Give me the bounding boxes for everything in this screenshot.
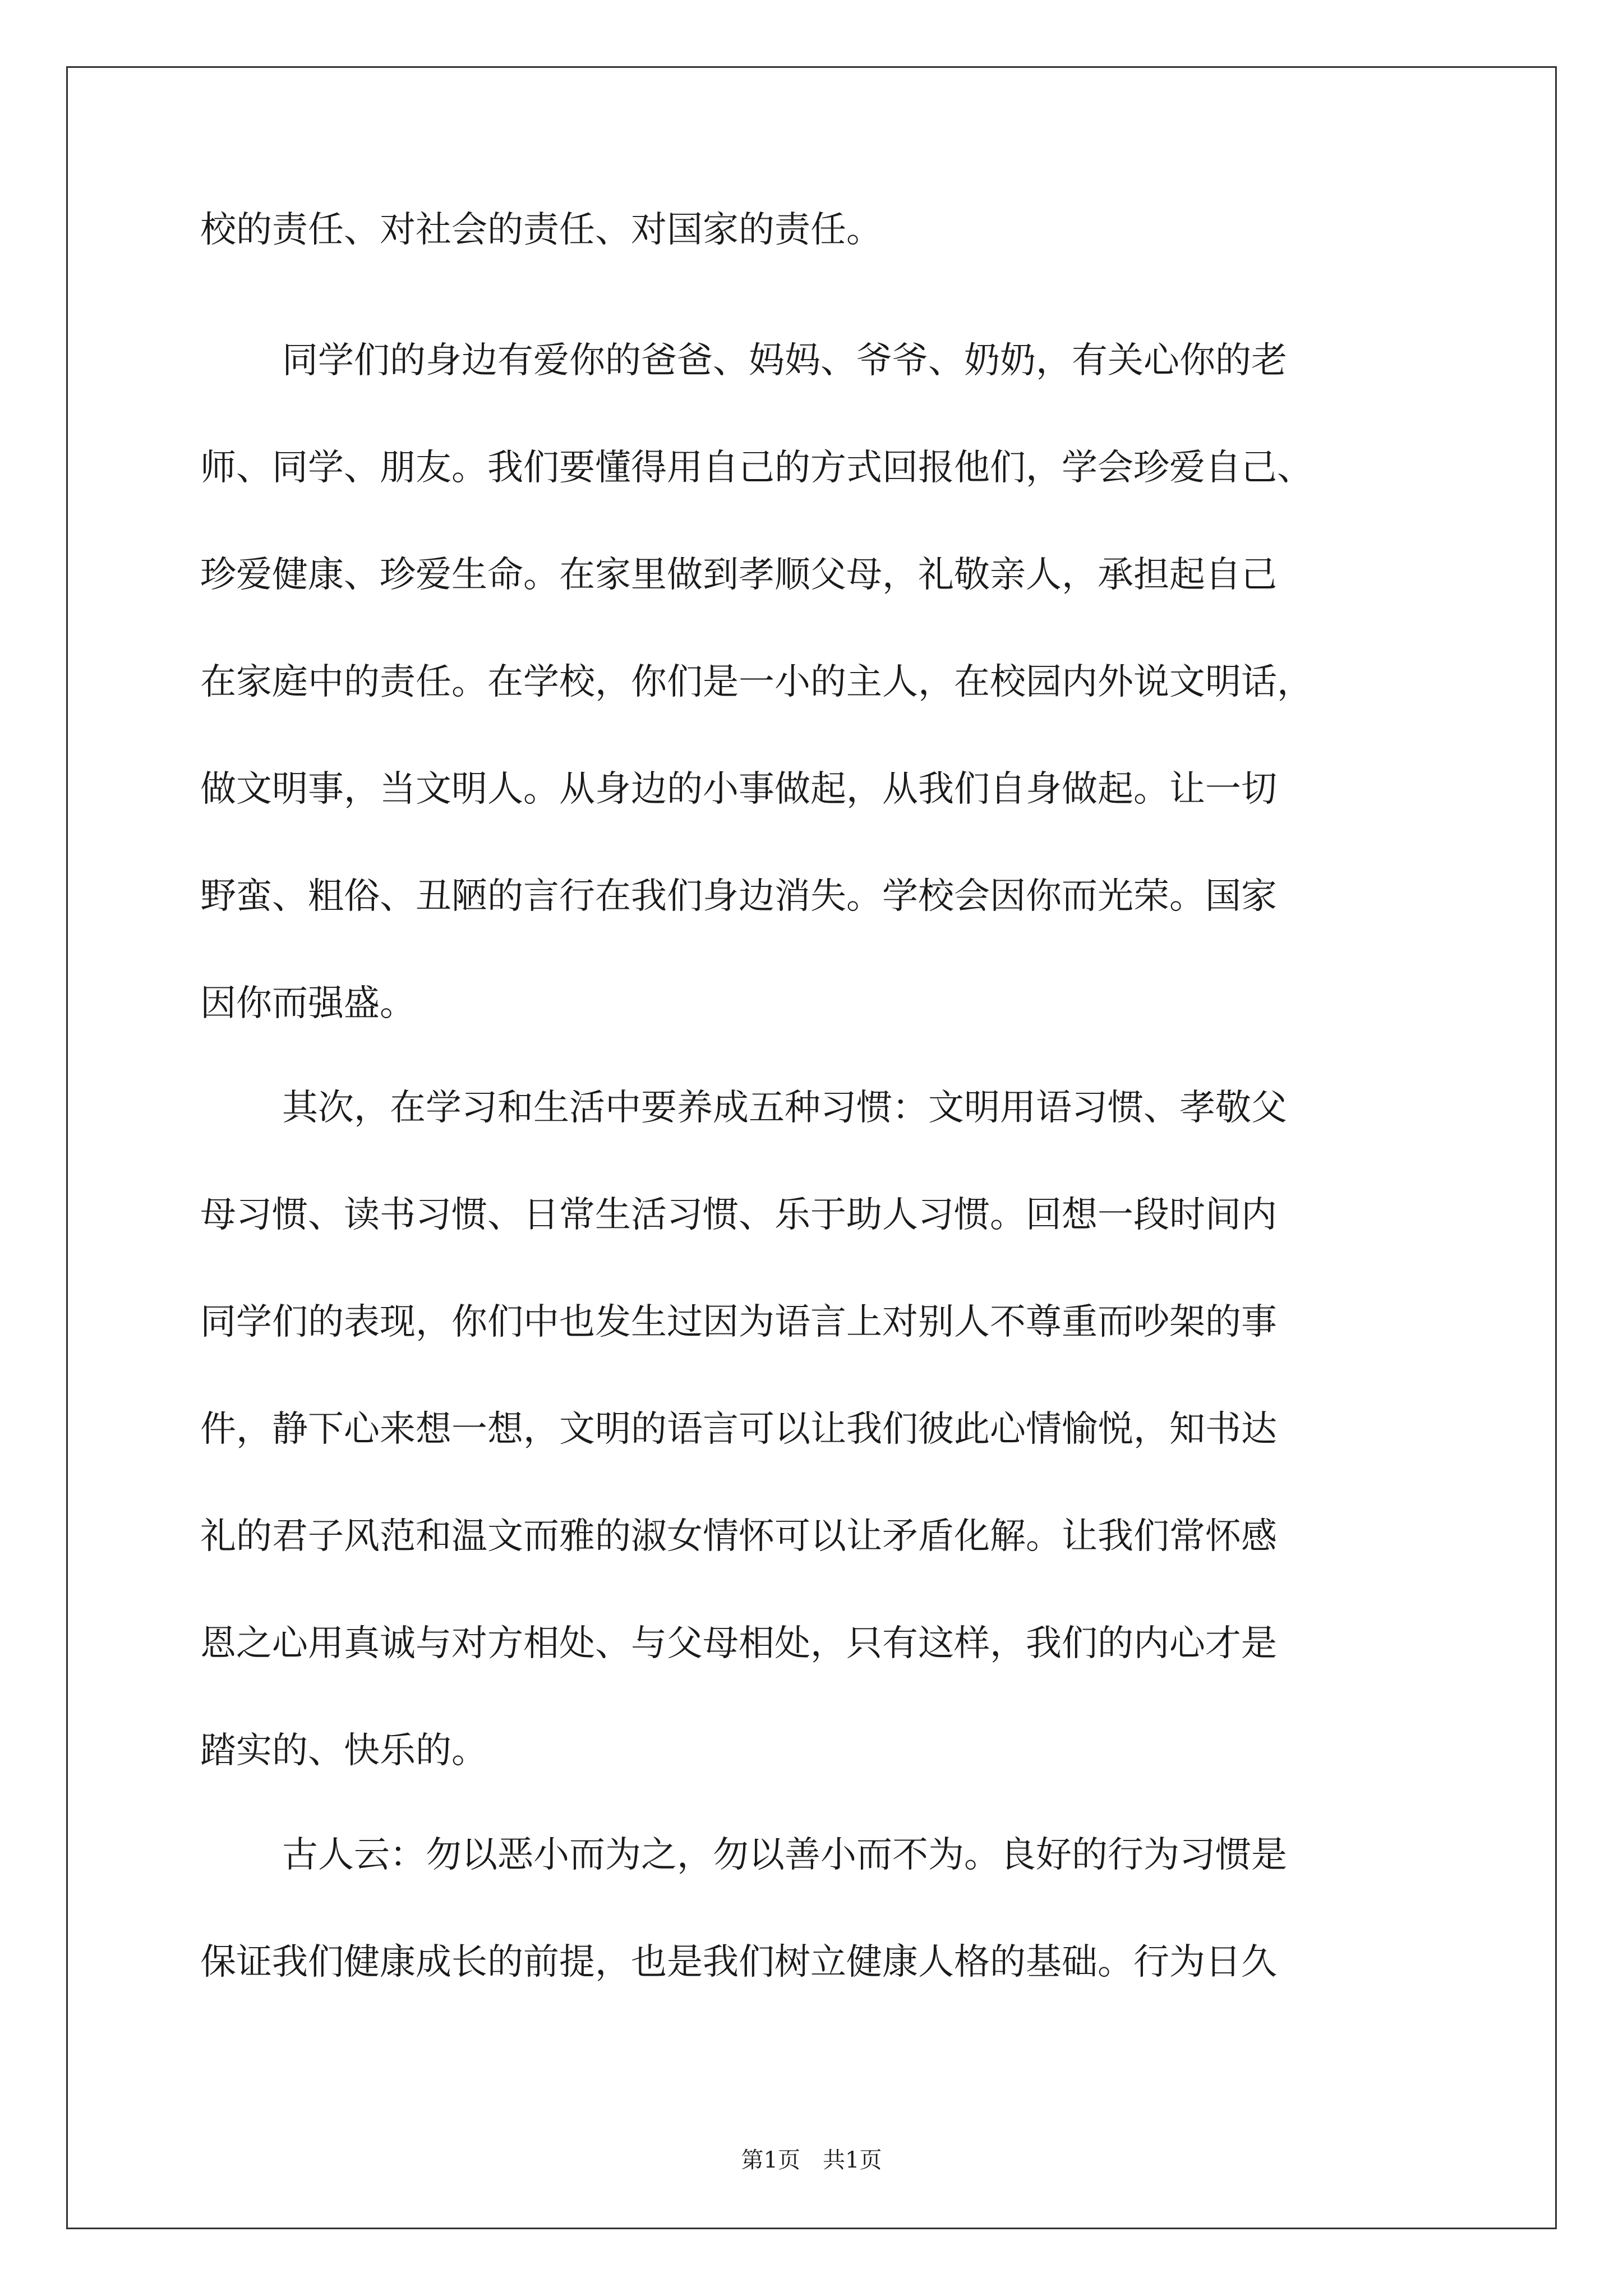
text-line: 做文明事，当文明人。从身边的小事做起，从我们自身做起。让一切 xyxy=(200,769,1277,810)
text-line: 礼的君子风范和温文而雅的淑女情怀可以让矛盾化解。让我们常怀感 xyxy=(200,1516,1277,1557)
text-line: 师、同学、朋友。我们要懂得用自己的方式回报他们，学会珍爱自己、 xyxy=(200,447,1313,489)
text-line: 保证我们健康成长的前提，也是我们树立健康人格的基础。行为日久 xyxy=(200,1941,1277,1983)
text-line: 件，静下心来想一想，文明的语言可以让我们彼此心情愉悦，知书达 xyxy=(200,1409,1277,1450)
page-footer: 第1页 共1页 xyxy=(741,2147,882,2173)
text-line: 因你而强盛。 xyxy=(200,983,416,1024)
text-line: 校的责任、对社会的责任、对国家的责任。 xyxy=(200,209,882,251)
text-line: 踏实的、快乐的。 xyxy=(200,1730,487,1772)
text-line: 同学们的身边有爱你的爸爸、妈妈、爷爷、奶奶，有关心你的老 xyxy=(282,340,1287,381)
text-line: 母习惯、读书习惯、日常生活习惯、乐于助人习惯。回想一段时间内 xyxy=(200,1194,1277,1236)
text-line: 珍爱健康、珍爱生命。在家里做到孝顺父母，礼敬亲人，承担起自己 xyxy=(200,554,1277,596)
text-line: 恩之心用真诚与对方相处、与父母相处，只有这样，我们的内心才是 xyxy=(200,1623,1277,1664)
text-line: 同学们的表现，你们中也发生过因为语言上对别人不尊重而吵架的事 xyxy=(200,1301,1277,1343)
text-line: 其次，在学习和生活中要养成五种习惯：文明用语习惯、孝敬父 xyxy=(282,1087,1287,1129)
text-line: 古人云：勿以恶小而为之，勿以善小而不为。良好的行为习惯是 xyxy=(282,1834,1287,1876)
text-line: 在家庭中的责任。在学校，你们是一小的主人，在校园内外说文明话， xyxy=(200,661,1313,703)
text-line: 野蛮、粗俗、丑陋的言行在我们身边消失。学校会因你而光荣。国家 xyxy=(200,876,1277,917)
